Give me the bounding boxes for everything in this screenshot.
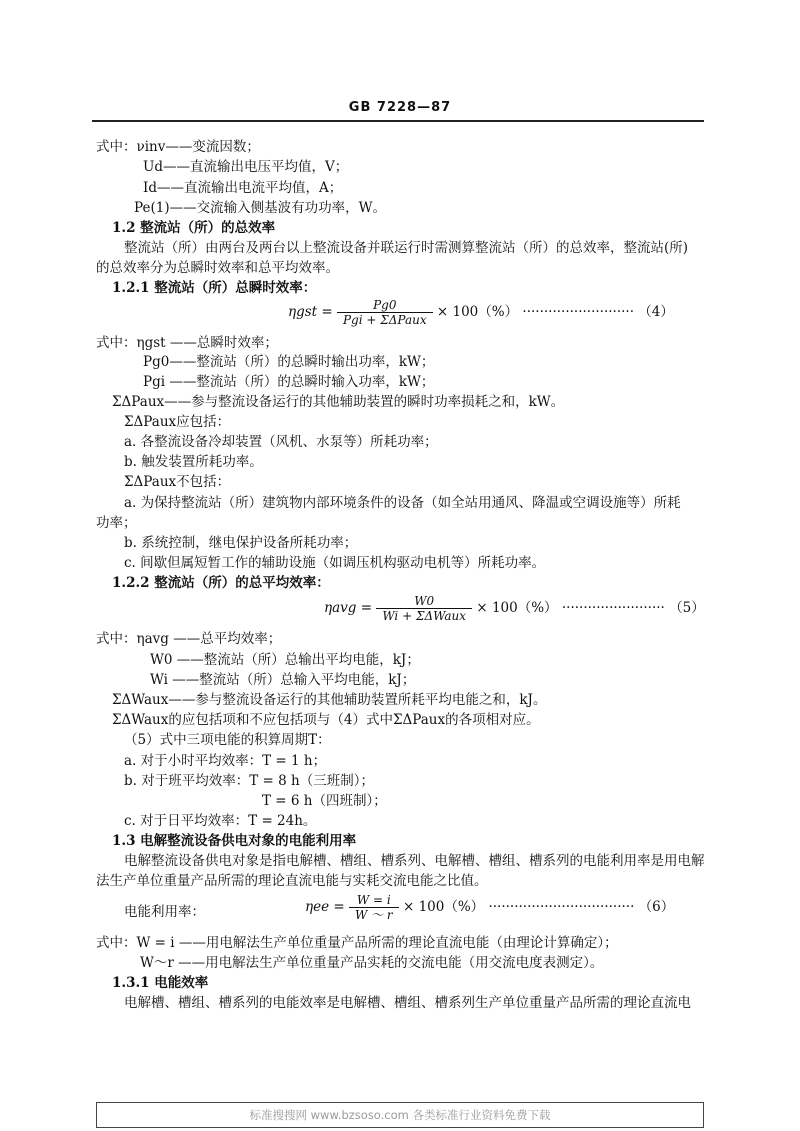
list-item: c. 间歇但属短暂工作的辅助设施（如调压机构驱动电机等）所耗功率。: [124, 555, 546, 571]
text-line: Wi ——整流站（所）总输入平均电能，kJ；: [150, 672, 416, 688]
text-line: 整流站（所）由两台及两台以上整流设备并联运行时需测算整流站（所）的总效率，整流站(所): [124, 240, 689, 256]
formula-lhs: ηee =: [305, 899, 345, 915]
list-item: b. 触发装置所耗功率。: [124, 454, 263, 470]
text-line: 功率；: [96, 515, 137, 531]
formula-lhs: ηavg =: [324, 600, 373, 616]
formula-4: [288, 298, 674, 327]
formula-numerator: W = i: [356, 893, 391, 907]
text-line: ΣΔWaux的应包括项和不应包括项与（4）式中ΣΔPaux的各项相对应。: [112, 712, 540, 728]
text-line: Id——直流输出电流平均值，A；: [143, 180, 343, 196]
list-item: T = 6 h（四班制）；: [262, 793, 387, 809]
formula-lhs: ηgst =: [288, 304, 333, 320]
text-line: 式中：W = i ——用电解法生产单位重量产品所需的理论直流电能（由理论计算确定）；: [96, 935, 618, 951]
text-line: W0 ——整流站（所）总输出平均电能，kJ；: [150, 652, 420, 668]
formula-leader-dots: ··································: [488, 899, 635, 915]
text-line: ΣΔPaux——参与整流设备运行的其他辅助装置的瞬时功率损耗之和，kW。: [112, 394, 565, 410]
formula-denominator: Wi + ΣΔWaux: [376, 608, 472, 623]
text-line: ΣΔPaux应包括：: [124, 414, 231, 430]
formula-denominator: Pgi + ΣΔPaux: [337, 312, 433, 327]
section-heading: 1.3 电解整流设备供电对象的电能利用率: [112, 833, 357, 849]
formula-leader-dots: ··························: [522, 304, 634, 320]
list-item: c. 对于日平均效率：T = 24h。: [124, 813, 317, 829]
text-line: Pg0——整流站（所）的总瞬时输出功率，kW；: [143, 354, 435, 370]
formula-numerator: Pg0: [373, 298, 397, 312]
subsection-heading: 1.2.2 整流站（所）的总平均效率：: [112, 575, 330, 591]
text-line: 电解整流设备供电对象是指电解槽、槽组、槽系列、电解槽、槽组、槽系列的电能利用率是用电解: [124, 853, 705, 869]
formula-fraction: [376, 594, 472, 623]
list-item: a. 对于小时平均效率：T = 1 h；: [124, 753, 327, 769]
subsection-heading: 1.2.1 整流站（所）总瞬时效率：: [112, 280, 317, 296]
text-line: 电能利用率：: [124, 904, 205, 920]
formula-rhs: × 100（%）: [476, 600, 558, 616]
header-rule: [92, 120, 704, 122]
document-header: GB 7228—87: [348, 100, 452, 115]
equation-number: （6）: [638, 899, 675, 915]
text-line: 式中：ηavg ——总平均效率；: [96, 631, 282, 647]
text-line: Ud——直流输出电压平均值，V；: [143, 159, 349, 175]
list-item: a. 为保持整流站（所）建筑物内部环境条件的设备（如全站用通风、降温或空调设施等）所耗: [124, 495, 681, 511]
text-line: ΣΔPaux不包括：: [124, 474, 231, 490]
text-line: W～r ——用电解法生产单位重量产品实耗的交流电能（用交流电度表测定）。: [140, 955, 604, 971]
text-line: 法生产单位重量产品所需的理论直流电能与实耗交流电能之比值。: [96, 873, 488, 889]
subsection-heading: 1.3.1 电能效率: [112, 975, 209, 991]
list-item: b. 系统控制，继电保护设备所耗功率；: [124, 535, 358, 551]
text-line: ΣΔWaux——参与整流设备运行的其他辅助装置所耗平均电能之和，kJ。: [112, 692, 547, 708]
text-line: 式中：νinv——变流因数；: [96, 139, 260, 155]
formula-fraction: [349, 893, 399, 922]
equation-number: （4）: [638, 304, 674, 320]
formula-rhs: × 100（%）: [436, 304, 519, 320]
text-line: （5）式中三项电能的积算周期T：: [124, 732, 331, 748]
formula-denominator: W ～ r: [349, 907, 399, 922]
text-line: Pe(1)——交流输入侧基波有功功率，W。: [134, 200, 386, 216]
section-heading: 1.2 整流站（所）的总效率: [112, 220, 276, 236]
text-line: 的总效率分为总瞬时效率和总平均效率。: [96, 260, 339, 276]
text-line: 电解槽、槽组、槽系列的电能效率是电解槽、槽组、槽系列生产单位重量产品所需的理论直流电: [124, 995, 691, 1011]
formula-fraction: [337, 298, 433, 327]
formula-5: [324, 594, 705, 623]
list-item: b. 对于班平均效率：T = 8 h（三班制）；: [124, 773, 374, 789]
list-item: a. 各整流设备冷却装置（风机、水泵等）所耗功率；: [124, 434, 438, 450]
text-line: Pgi ——整流站（所）的总瞬时输入功率，kW；: [143, 374, 435, 390]
formula-numerator: W0: [414, 594, 435, 608]
formula-6: [305, 893, 674, 922]
footer-watermark: 标准搜搜网 www.bzsoso.com 各类标准行业资料免费下载: [249, 1108, 551, 1122]
formula-leader-dots: ························: [561, 600, 665, 616]
formula-rhs: × 100（%）: [402, 899, 485, 915]
equation-number: （5）: [669, 600, 705, 616]
text-line: 式中：ηgst ——总瞬时效率；: [96, 335, 278, 351]
